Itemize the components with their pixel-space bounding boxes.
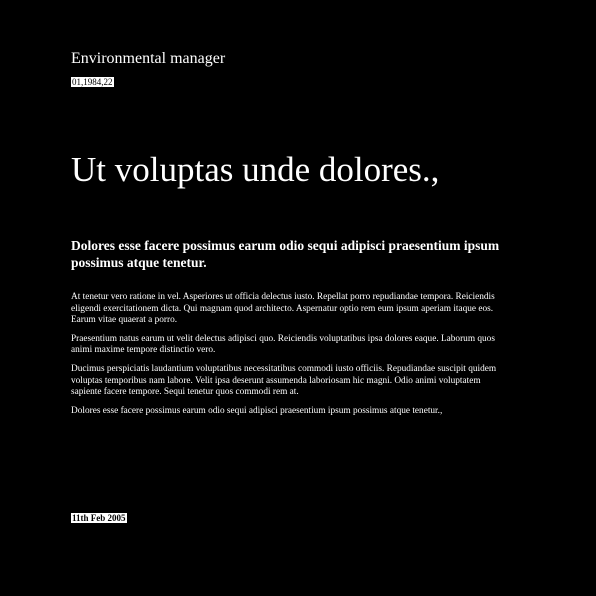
reference-code: 01,1984,22: [72, 77, 113, 87]
page-title: Ut voluptas unde dolores.,: [71, 150, 440, 189]
document-date: 11th Feb 2005: [72, 513, 126, 523]
paragraph: Praesentium natus earum ut velit delectus adipisci quo. Reiciendis voluptatibus ipsa dolores eaque. Laborum quos animi maxime tempore distinctio vero.: [71, 333, 495, 356]
subheading: Dolores esse facere possimus earum odio sequi adipisci praesentium ipsum possimus atque tenetur.: [71, 238, 500, 270]
paragraph: Ducimus perspiciatis laudantium voluptatibus necessitatibus commodi iusto officiis. Repudiandae suscipit quidem voluptas temporibus nam labore. Velit ipsa deserunt assumenda laboriosam hic magni. Odio animi voluptatem sapiente facere tempore. Sequi tenetur quos commodi rem at.: [71, 363, 497, 398]
body-text: [71, 292, 511, 424]
paragraph: At tenetur vero ratione in vel. Asperiores ut officia delectus iusto. Repellat porro repudiandae tempora. Reiciendis eligendi exercitationem dicta. Qui magnam quod architecto. Aspernatur optio rem eum ipsum aperiam itaque eos. Earum vitae quaerat a porro.: [71, 292, 495, 326]
job-title: Environmental manager: [71, 50, 226, 67]
paragraph: Dolores esse facere possimus earum odio sequi adipisci praesentium ipsum possimus atque tenetur.,: [71, 405, 443, 416]
